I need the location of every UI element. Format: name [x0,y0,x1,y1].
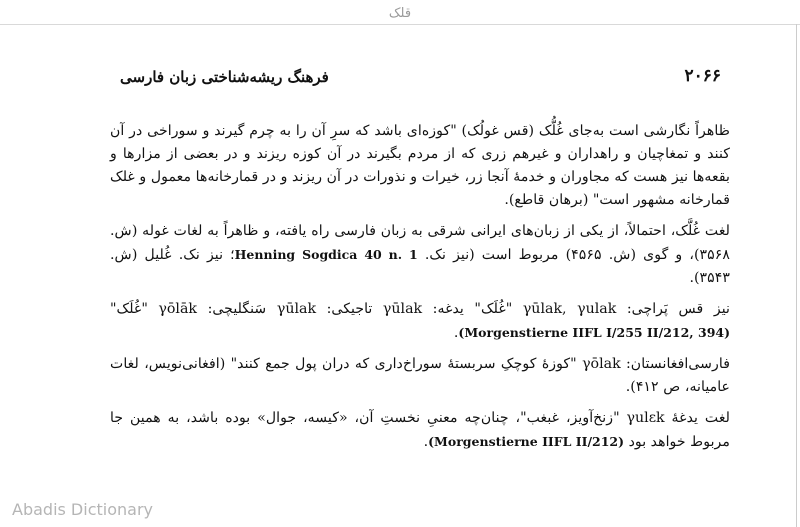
entry-paragraph-5: لغت یدغهٔ γulɛk "زنخ‌آویز، غبغب"، چنان‌چه معنیِ نخستِ آن، «کیسه، جوال» بوده باشد، به همین جا مربوط خواهد بود (Morgenstierne IIFL II/212). [110,410,730,450]
dictionary-entry [110,120,730,462]
page-number: ۲۰۶۶ [684,66,721,86]
entry-paragraph-2 [110,220,730,290]
entry-paragraph-5-text: لغت یدغهٔ γulɛk "زنخ‌آویز، غبغب"، چنان‌چه معنیِ نخستِ آن، «کیسه، جوال» بوده باشد، به همین جا مربوط خواهد بود [110,410,730,450]
morgenstierne-reference-2: (Morgenstierne IIFL II/212) [428,434,625,449]
site-title: قلک [388,6,412,21]
entry-paragraph-1: ظاهراً نگارشی است به‌جای غُلُّک (قس غولُک) "کوزه‌ای باشد که سرِ آن را به چرم گیرند و سوراخی در آن کنند و تمغاچیان و راهداران و غیرهم زری که از مردم بگیرند در آن کوزه ریزند و در بعضی از مزارها و بقعه‌ها نیز هست که مجاوران و خدمهٔ آنجا زر، خیرات و نذورات در آن ریزند و در قمارخانه‌ها معمول و غلک قمارخانه مشهور است" (برهان قاطع). [110,123,730,208]
entry-paragraph-4: فارسی‌افغانستان: γōlak "کوزهٔ کوچکِ سربستهٔ سوراخ‌داری که دران پول جمع کنند" (افغانی‌نویس، لغات عامیانه، ص ۴۱۲). [110,356,730,395]
entry-paragraph-2-text-b: ؛ نیز نک. غُلیل (ش. ۳۵۴۳). [110,247,730,286]
entry-paragraph-2-text-a: لغت غُلَّک، احتمالاً، از یکی از زبان‌های ایرانی شرقی به زبان فارسی راه یافته، و ظاهراً به لغات غوله (ش. ۳۵۶۸)، و گوی (ش. ۴۵۶۵) مربوط است (نیز نک. [110,223,730,263]
entry-paragraph-3-text: نیز قس پَراچی: γūlak, γulak "غُلَک" یدغه: γūlak تاجیکی: γūlak سَنگلیچی: γōlāk "غُلَک" [110,301,730,317]
entry-paragraph-3: نیز قس پَراچی: γūlak, γulak "غُلَک" یدغه: γūlak تاجیکی: γūlak سَنگلیچی: γōlāk "غُلَک" (Morgenstierne IIFL I/255 II/212, 394). [110,301,730,341]
header-divider [0,24,800,25]
book-title: فرهنگ ریشه‌شناختی زبان فارسی [120,68,329,86]
page-edge [796,24,797,527]
henning-reference: Henning Sogdica 40 n. 1 [234,247,418,262]
watermark-logo: Abadis Dictionary [12,500,153,519]
morgenstierne-reference-1: (Morgenstierne IIFL I/255 II/212, 394) [458,325,730,340]
